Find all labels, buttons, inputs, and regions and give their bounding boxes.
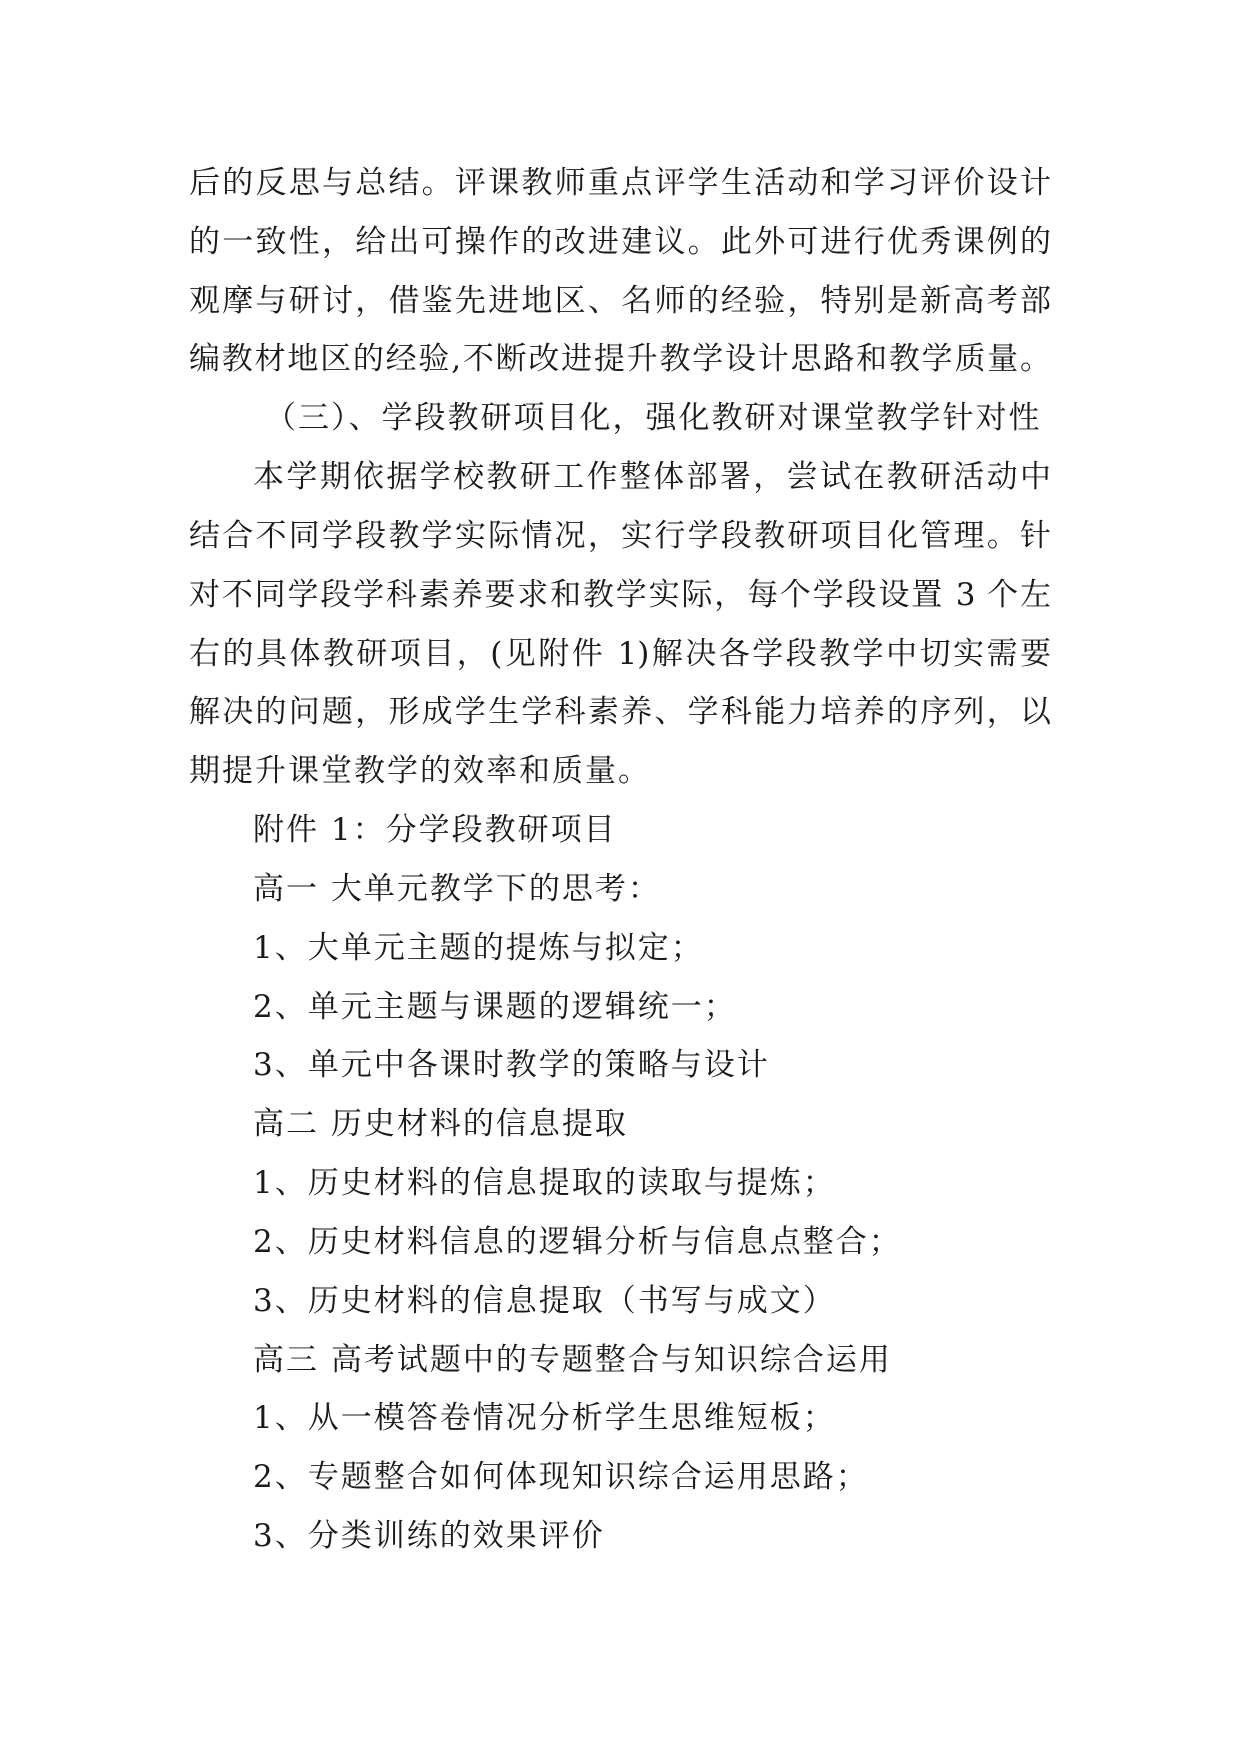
list-item: 2、专题整合如何体现知识综合运用思路； (253, 1459, 869, 1495)
paragraph-line: 解决的问题，形成学生学科素养、学科能力培养的序列，以 (189, 694, 1051, 730)
list-item: 3、历史材料的信息提取（书写与成文） (253, 1283, 836, 1319)
paragraph-line: 编教材地区的经验,不断改进提升教学设计思路和教学质量。 (189, 341, 1051, 377)
list-item: 3、单元中各课时教学的策略与设计 (253, 1047, 770, 1083)
paragraph-line: 观摩与研讨，借鉴先进地区、名师的经验，特别是新高考部 (189, 283, 1051, 319)
list-item: 1、大单元主题的提炼与拟定； (253, 930, 704, 966)
paragraph-line: 本学期依据学校教研工作整体部署，尝试在教研活动中 (253, 459, 1051, 495)
list-item: 2、单元主题与课题的逻辑统一； (253, 989, 737, 1025)
paragraph-line: 结合不同学段教学实际情况，实行学段教研项目化管理。针 (189, 518, 1051, 554)
paragraph-line: 对不同学段学科素养要求和教学实际，每个学段设置 3 个左 (189, 577, 1051, 613)
paragraph-line: 期提升课堂教学的效率和质量。 (189, 753, 651, 789)
paragraph-line: 后的反思与总结。评课教师重点评学生活动和学习评价设计 (189, 165, 1051, 201)
paragraph-line: 的一致性，给出可操作的改进建议。此外可进行优秀课例的 (189, 224, 1051, 260)
grade-title: 高一 大单元教学下的思考： (253, 871, 661, 907)
list-item: 2、历史材料信息的逻辑分析与信息点整合； (253, 1224, 902, 1260)
paragraph-line: 右的具体教研项目，(见附件 1)解决各学段教学中切实需要 (189, 636, 1051, 672)
list-item: 1、历史材料的信息提取的读取与提炼； (253, 1165, 836, 1201)
grade-title: 高三 高考试题中的专题整合与知识综合运用 (253, 1342, 892, 1378)
grade-title: 高二 历史材料的信息提取 (253, 1106, 628, 1142)
attachment-title: 附件 1：分学段教研项目 (253, 812, 617, 848)
list-item: 3、分类训练的效果评价 (253, 1518, 605, 1554)
list-item: 1、从一模答卷情况分析学生思维短板； (253, 1400, 836, 1436)
section-heading: （三）、学段教研项目化，强化教研对课堂教学针对性 (265, 400, 1042, 436)
